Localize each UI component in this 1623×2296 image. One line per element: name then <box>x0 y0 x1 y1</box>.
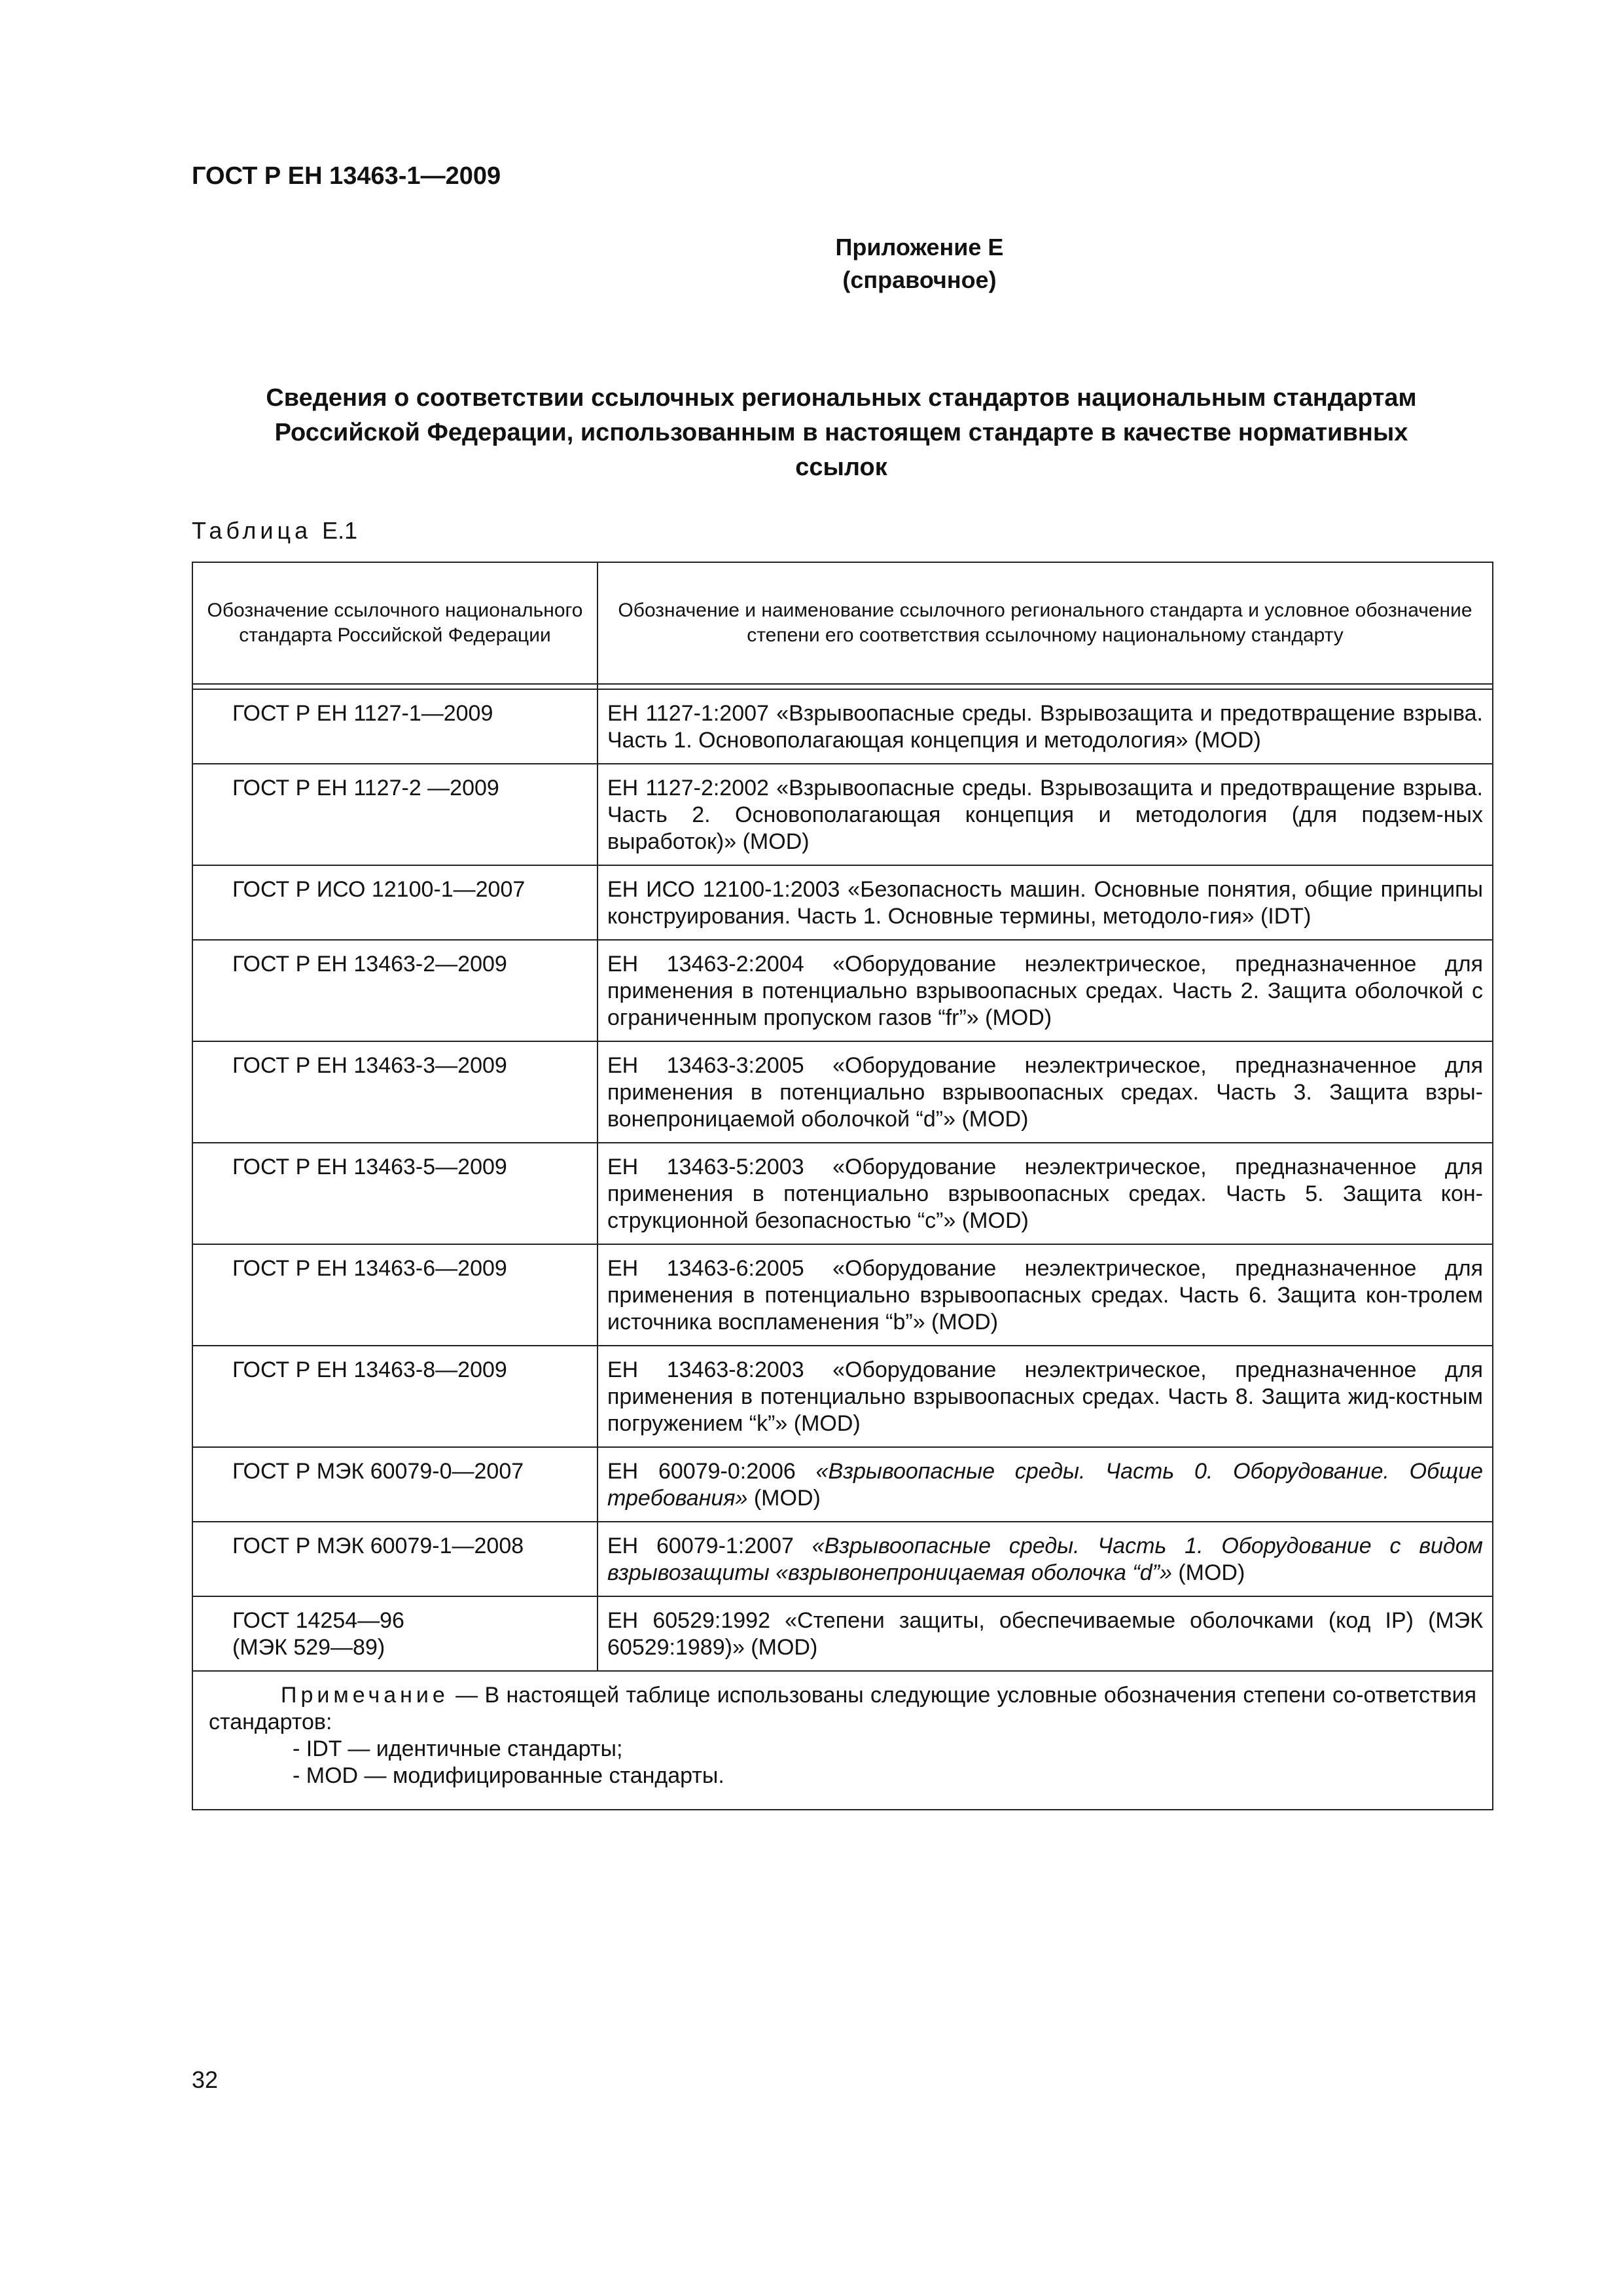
national-standard-cell: ГОСТ Р МЭК 60079-1—2008 <box>192 1522 597 1596</box>
page-number: 32 <box>192 2066 219 2093</box>
note-label: Примечание <box>281 1683 449 1708</box>
regional-standard-cell: ЕН 13463-8:2003 «Оборудование неэлектрическое, предназначенное для применения в потенциально взрывоопасных средах. Часть 8. Защита жид-костным погружением “k”» (MOD) <box>597 1346 1493 1447</box>
regional-standard-cell: ЕН ИСО 12100-1:2003 «Безопасность машин. Основные понятия, общие принципы конструирования. Часть 1. Основные термины, методоло-гия» (IDT) <box>597 865 1493 940</box>
note-item-mod: - MOD — модифицированные стандарты. <box>293 1763 724 1788</box>
table-row <box>192 1244 1493 1346</box>
table-row <box>192 1143 1493 1244</box>
regional-standard-cell: ЕН 1127-1:2007 «Взрывоопасные среды. Взрывозащита и предотвращение взрыва. Часть 1. Основополагающая концепция и методология» (MOD) <box>597 689 1493 764</box>
title-line-3: ссылок <box>795 454 887 481</box>
regional-standard-cell: ЕН 13463-2:2004 «Оборудование неэлектрическое, предназначенное для применения в потенциально взрывоопасных средах. Часть 2. Защита оболочкой с ограниченным пропуском газов “fr”» (MOD) <box>597 940 1493 1041</box>
annex-heading <box>0 231 1623 296</box>
regional-standard-cell: ЕН 13463-5:2003 «Оборудование неэлектрическое, предназначенное для применения в потенциально взрывоопасных средах. Часть 5. Защита кон-струкционной безопасностью “c”» (MOD) <box>597 1143 1493 1244</box>
table-row <box>192 764 1493 865</box>
title-line-2: Российской Федерации, использованным в настоящем стандарте в качестве нормативных <box>274 419 1408 446</box>
regional-degree: (MOD) <box>753 1486 821 1511</box>
regional-standard-cell <box>597 1447 1493 1522</box>
national-standard-cell: ГОСТ Р МЭК 60079-0—2007 <box>192 1447 597 1522</box>
page-title <box>192 381 1491 485</box>
correspondence-table <box>192 562 1493 1810</box>
table-row <box>192 1596 1493 1671</box>
regional-title: «Взрывоопасные среды. Часть 1. Оборудование с видом взрывозащиты «взрывонепроницаемая оболочка “d”» <box>607 1534 1483 1585</box>
regional-degree: (MOD) <box>1178 1560 1245 1585</box>
table-row <box>192 865 1493 940</box>
national-standard-cell: ГОСТ Р ЕН 13463-2—2009 <box>192 940 597 1041</box>
table-row <box>192 689 1493 764</box>
national-standard-cell: ГОСТ Р ЕН 1127-2 —2009 <box>192 764 597 865</box>
note-text: — В настоящей таблице использованы следующие условные обозначения степени со-ответствия стандартов: <box>209 1683 1476 1734</box>
regional-code: ЕН 60079-0:2006 <box>607 1459 796 1484</box>
table-row <box>192 940 1493 1041</box>
table-note <box>192 1671 1493 1810</box>
table-header-row <box>192 562 1493 684</box>
regional-standard-cell: ЕН 13463-3:2005 «Оборудование неэлектрическое, предназначенное для применения в потенциально взрывоопасных средах. Часть 3. Защита взры-вонепроницаемой оболочкой “d”» (MOD) <box>597 1041 1493 1143</box>
regional-standard-cell: ЕН 13463-6:2005 «Оборудование неэлектрическое, предназначенное для применения в потенциально взрывоопасных средах. Часть 6. Защита кон-тролем источника воспламенения “b”» (MOD) <box>597 1244 1493 1346</box>
regional-standard-cell: ЕН 60529:1992 «Степени защиты, обеспечиваемые оболочками (код IP) (МЭК 60529:1989)» (MOD) <box>597 1596 1493 1671</box>
national-standard-line: ГОСТ 14254—96 <box>232 1608 404 1633</box>
regional-standard-cell <box>597 1522 1493 1596</box>
national-standard-cell: ГОСТ Р ЕН 13463-5—2009 <box>192 1143 597 1244</box>
regional-code: ЕН 60079-1:2007 <box>607 1534 794 1558</box>
header-regional-standard: Обозначение и наименование ссылочного регионального стандарта и условное обозначение степени его соответствия ссылочному национальному стандарту <box>597 562 1493 684</box>
table-row <box>192 1346 1493 1447</box>
regional-title: «Взрывоопасные среды. Часть 0. Оборудование. Общие требования» <box>607 1459 1484 1511</box>
annex-status: (справочное) <box>842 266 997 293</box>
table-row <box>192 1041 1493 1143</box>
title-line-1: Сведения о соответствии ссылочных региональных стандартов национальным стандартам <box>266 384 1417 412</box>
table-caption <box>192 517 357 545</box>
national-standard-cell <box>192 1596 597 1671</box>
header-national-standard: Обозначение ссылочного национального стандарта Российской Федерации <box>192 562 597 684</box>
national-standard-cell: ГОСТ Р ЕН 13463-6—2009 <box>192 1244 597 1346</box>
note-item-idt: - IDT — идентичные стандарты; <box>293 1736 623 1761</box>
national-standard-line: (МЭК 529—89) <box>232 1635 385 1660</box>
table-note-row <box>192 1671 1493 1810</box>
table-row <box>192 1447 1493 1522</box>
national-standard-cell: ГОСТ Р ЕН 13463-8—2009 <box>192 1346 597 1447</box>
table-caption-label: Таблица <box>192 517 312 544</box>
national-standard-cell: ГОСТ Р ЕН 13463-3—2009 <box>192 1041 597 1143</box>
national-standard-cell: ГОСТ Р ИСО 12100-1—2007 <box>192 865 597 940</box>
national-standard-cell: ГОСТ Р ЕН 1127-1—2009 <box>192 689 597 764</box>
table-row <box>192 1522 1493 1596</box>
table-caption-number: Е.1 <box>322 517 358 544</box>
header-separator <box>192 684 1493 689</box>
regional-standard-cell: ЕН 1127-2:2002 «Взрывоопасные среды. Взрывозащита и предотвращение взрыва. Часть 2. Основополагающая концепция и методология (для подзем-ных выработок)» (MOD) <box>597 764 1493 865</box>
document-designation: ГОСТ Р ЕН 13463-1—2009 <box>192 162 501 190</box>
annex-title: Приложение Е <box>835 234 1004 260</box>
